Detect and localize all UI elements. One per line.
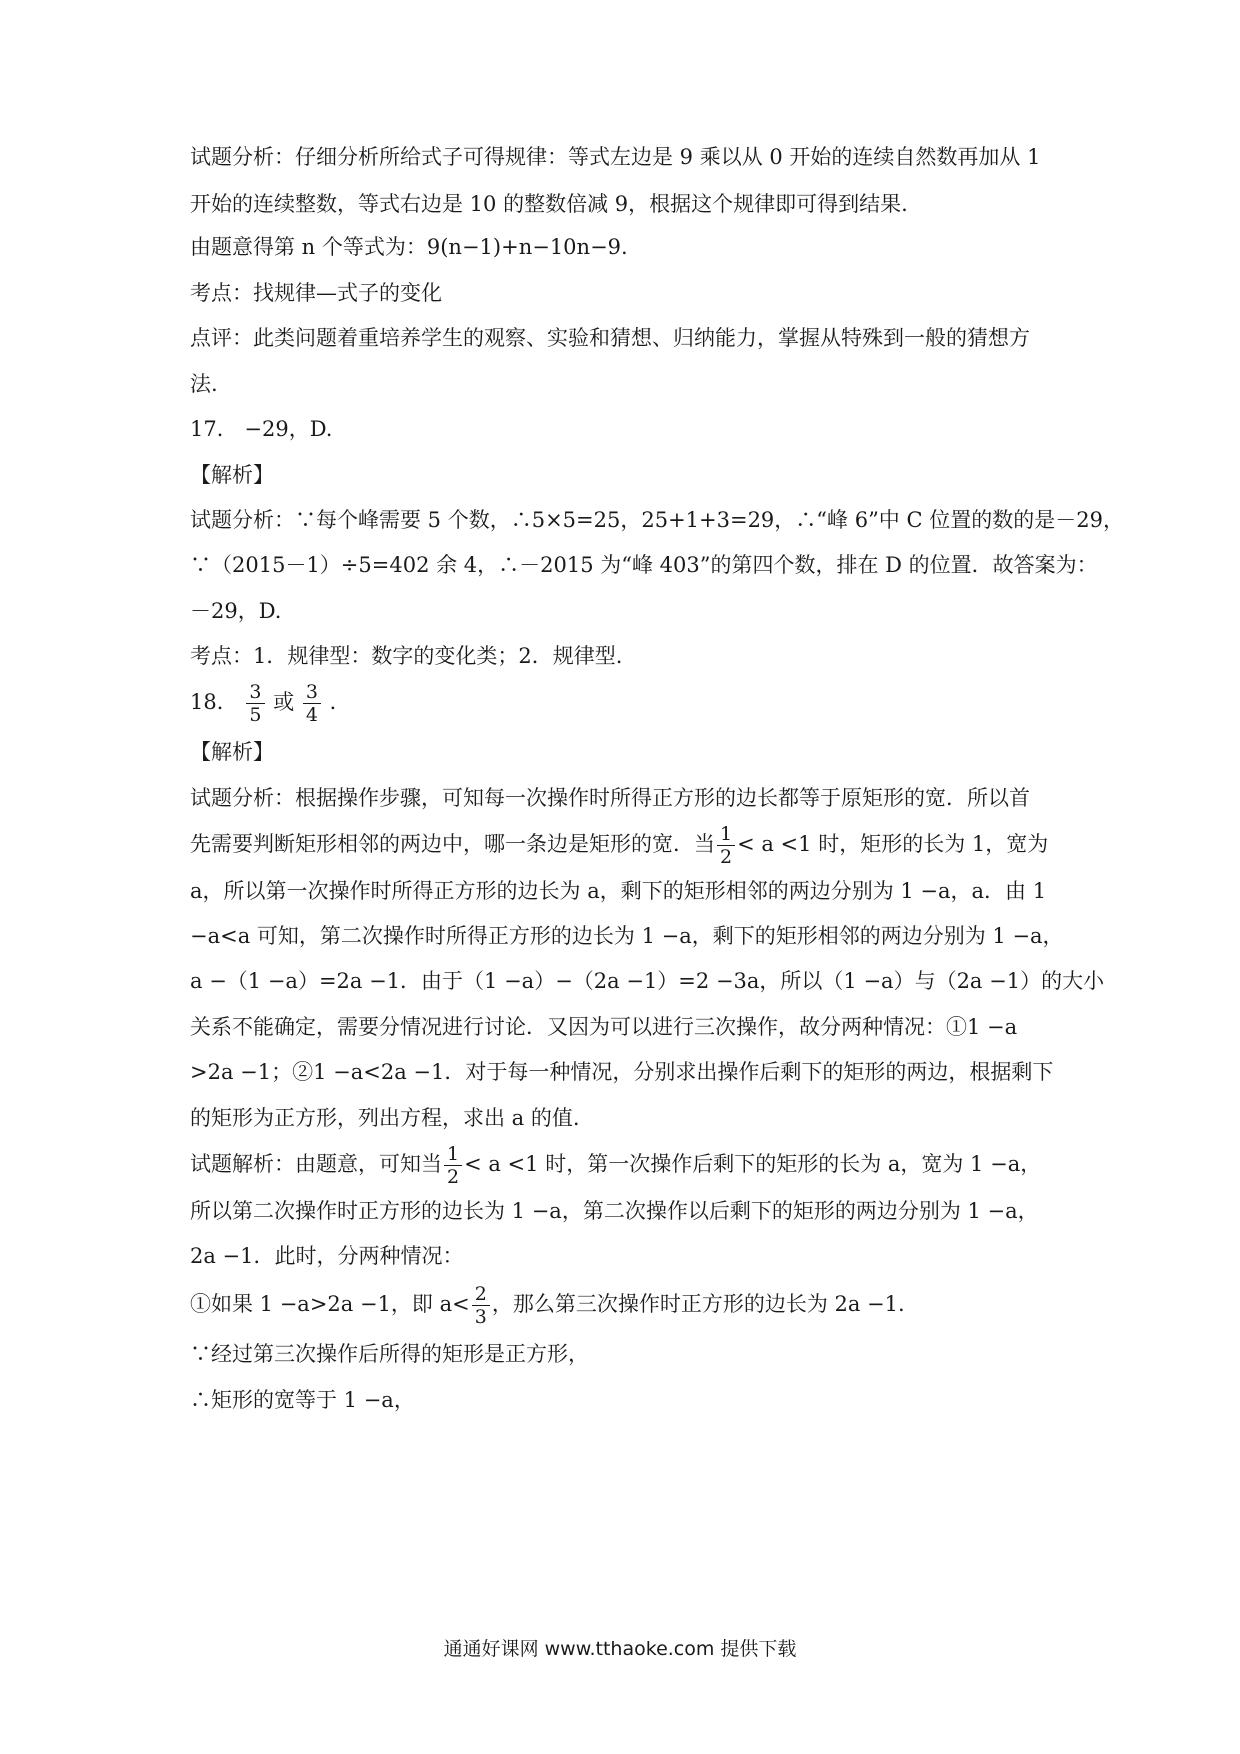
text-span: ，那么第三次操作时正方形的边长为 2a −1. (491, 1292, 905, 1316)
fraction: $\frac{1}{2}$ (717, 823, 735, 868)
section-heading: 【解析】 (190, 740, 274, 764)
text-line: 17． −29，D. (190, 417, 333, 441)
text-line: －29，D. (190, 599, 282, 623)
answer-18-suffix: ． (329, 690, 351, 714)
fraction: $\frac{3}{4}$ (303, 681, 321, 726)
text-line: 考点：找规律—式子的变化 (190, 281, 442, 305)
answer-18-connector: 或 (273, 690, 295, 714)
text-line: ∵（2015－1）÷5=402 余 4，∴－2015 为“峰 403”的第四个数，排在 D 的位置．故答案为： (190, 553, 1098, 577)
text-line: 的矩形为正方形，列出方程，求出 a 的值. (190, 1106, 580, 1130)
section-heading: 【解析】 (190, 463, 274, 487)
fraction: $\frac{3}{5}$ (246, 681, 264, 726)
text-line-with-fraction (190, 820, 1060, 868)
text-line-with-fraction (190, 1140, 1060, 1188)
text-line: 开始的连续整数，等式右边是 10 的整数倍减 9，根据这个规律即可得到结果. (190, 192, 908, 216)
answer-18-number: 18． (190, 690, 238, 714)
text-line: 关系不能确定，需要分情况进行讨论．又因为可以进行三次操作，故分两种情况：①1 −a (190, 1015, 1018, 1039)
text-line: 试题分析：∵每个峰需要 5 个数，∴5×5=25，25+1+3=29，∴“峰 6”中 C 位置的数的是－29， (190, 508, 1124, 532)
text-line: −a<a 可知，第二次操作时所得正方形的边长为 1 −a，剩下的矩形相邻的两边分别为 1 −a， (190, 924, 1064, 948)
text-line: 考点：1．规律型：数字的变化类；2．规律型. (190, 644, 623, 668)
text-line-with-fraction (190, 1280, 1060, 1328)
answer-18 (190, 678, 1060, 726)
page-footer: 通通好课网 www.tthaoke.com 提供下载 (443, 1638, 797, 1660)
text-line: >2a −1；②1 −a<2a −1．对于每一种情况，分别求出操作后剩下的矩形的两边，根据剩下 (190, 1060, 1054, 1084)
text-line: 点评：此类问题着重培养学生的观察、实验和猜想、归纳能力，掌握从特殊到一般的猜想方 (190, 326, 1030, 350)
text-span: 先需要判断矩形相邻的两边中，哪一条边是矩形的宽．当 (190, 832, 715, 856)
fraction: $\frac{2}{3}$ (472, 1283, 490, 1328)
text-line: a，所以第一次操作时所得正方形的边长为 a，剩下的矩形相邻的两边分别为 1 −a，a．由 1 (190, 879, 1047, 903)
text-line: 所以第二次操作时正方形的边长为 1 −a，第二次操作以后剩下的矩形的两边分别为 1 −a， (190, 1199, 1039, 1223)
text-line: ∵经过第三次操作后所得的矩形是正方形， (190, 1342, 589, 1366)
text-line: ∴矩形的宽等于 1 −a， (190, 1388, 415, 1412)
text-line: 2a −1．此时，分两种情况： (190, 1244, 464, 1268)
text-line: 由题意得第 n 个等式为：9(n−1)+n−10n−9. (190, 235, 628, 259)
text-line: a −（1 −a）=2a −1．由于（1 −a）−（2a −1）=2 −3a，所以（1 −a）与（2a −1）的大小 (190, 969, 1105, 993)
text-line: 试题分析：根据操作步骤，可知每一次操作时所得正方形的边长都等于原矩形的宽．所以首 (190, 786, 1030, 810)
text-span: ①如果 1 −a>2a −1，即 a< (190, 1292, 470, 1316)
fraction: $\frac{1}{2}$ (444, 1143, 462, 1188)
text-span: 试题解析：由题意，可知当 (190, 1152, 442, 1176)
text-line: 试题分析：仔细分析所给式子可得规律：等式左边是 9 乘以从 0 开始的连续自然数再加从 1 (190, 145, 1041, 169)
text-span: < a <1 时，第一次操作后剩下的矩形的长为 a，宽为 1 −a， (464, 1152, 1042, 1176)
text-span: < a <1 时，矩形的长为 1，宽为 (737, 832, 1049, 856)
text-line: 法. (190, 372, 218, 396)
